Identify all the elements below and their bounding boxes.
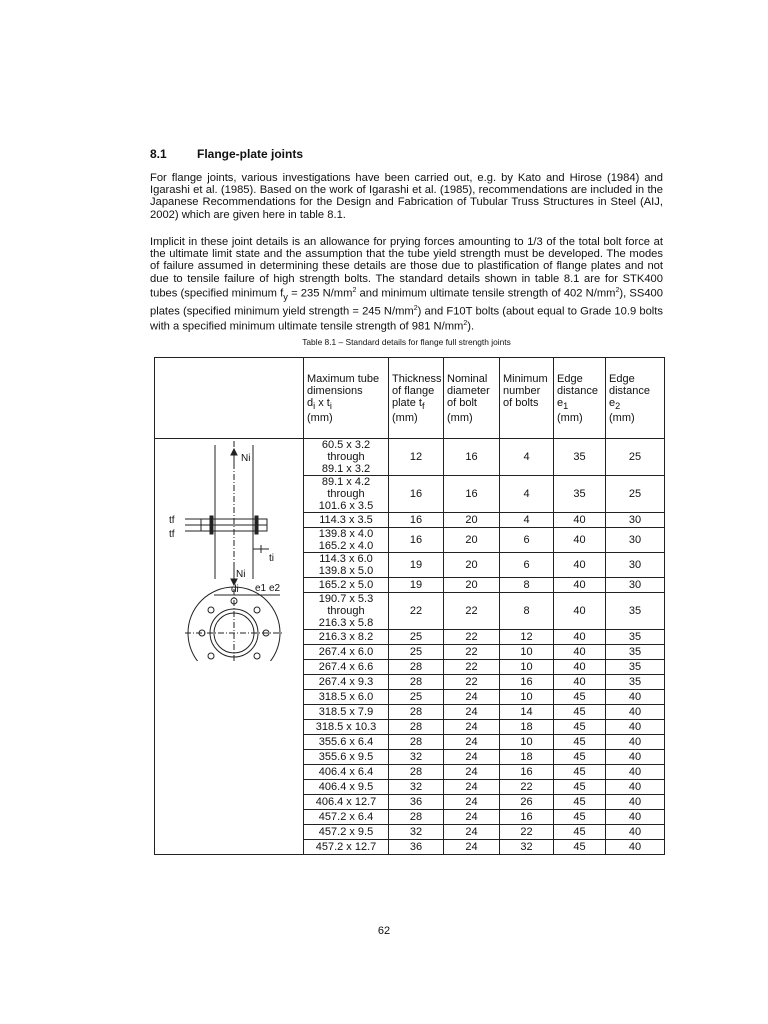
- cell-e1: 35: [554, 476, 606, 513]
- table-caption: Table 8.1 – Standard details for flange full strength joints: [302, 337, 511, 347]
- cell-n: 18: [500, 720, 554, 735]
- label-e2: e2: [269, 583, 281, 595]
- cell-bolt: 24: [444, 720, 500, 735]
- cell-e1: 45: [554, 690, 606, 705]
- page-number: 62: [377, 925, 391, 937]
- cell-tf: 28: [389, 765, 444, 780]
- cell-dimensions: [304, 810, 389, 825]
- cell-e1: 45: [554, 780, 606, 795]
- p2-sup-3: 2: [413, 304, 418, 312]
- cell-tf: 28: [389, 735, 444, 750]
- dimension-line: 457.2 x 9.5: [318, 826, 374, 839]
- figure-cell: [155, 439, 304, 855]
- cell-e2: 40: [606, 810, 665, 825]
- cell-e1: 45: [554, 795, 606, 810]
- cell-dimensions: [304, 675, 389, 690]
- header-col-6: [606, 358, 665, 439]
- cell-bolt: 22: [444, 645, 500, 660]
- cell-e1: 40: [554, 528, 606, 553]
- header-line-3-sub: 2: [615, 401, 621, 412]
- cell-bolt: 24: [444, 810, 500, 825]
- header-line-2: distance: [557, 385, 598, 397]
- section-heading: [150, 147, 303, 161]
- cell-e2: 30: [606, 528, 665, 553]
- dimension-line: through: [327, 488, 365, 501]
- header-line-1: Nominal: [447, 373, 488, 385]
- label-di: di: [231, 584, 239, 596]
- cell-e1: 45: [554, 750, 606, 765]
- cell-tf: 12: [389, 439, 444, 476]
- dimension-line: 89.1 x 4.2: [321, 476, 371, 489]
- cell-n: 32: [500, 840, 554, 855]
- cell-e1: 45: [554, 735, 606, 750]
- cell-e1: 35: [554, 439, 606, 476]
- cell-bolt: 24: [444, 705, 500, 720]
- p2-sup-2: 2: [615, 286, 620, 294]
- p2-text-b: = 235 N/mm: [287, 287, 353, 300]
- cell-n: 10: [500, 645, 554, 660]
- cell-bolt: 22: [444, 660, 500, 675]
- cell-dimensions: [304, 553, 389, 578]
- header-line-3-sub: 1: [563, 401, 569, 412]
- cell-e1: 45: [554, 720, 606, 735]
- cell-tf: 36: [389, 795, 444, 810]
- cell-tf: 36: [389, 840, 444, 855]
- cell-n: 14: [500, 705, 554, 720]
- label-tf-2: tf: [169, 529, 175, 541]
- header-line-1: Maximum tube: [307, 373, 380, 385]
- cell-tf: 22: [389, 593, 444, 630]
- cell-dimensions: [304, 660, 389, 675]
- dimension-line: 318.5 x 10.3: [315, 721, 377, 734]
- dimension-line: through: [327, 451, 365, 464]
- cell-bolt: 20: [444, 553, 500, 578]
- dimension-line: 190.7 x 5.3: [318, 593, 374, 606]
- cell-n: 10: [500, 735, 554, 750]
- cell-e2: 30: [606, 513, 665, 528]
- section-title: Flange-plate joints: [197, 147, 304, 161]
- cell-n: 8: [500, 578, 554, 593]
- dimension-line: 406.4 x 12.7: [315, 796, 377, 809]
- cell-e2: 40: [606, 825, 665, 840]
- cell-n: 4: [500, 439, 554, 476]
- cell-e2: 40: [606, 840, 665, 855]
- cell-tf: 28: [389, 660, 444, 675]
- cell-e2: 35: [606, 645, 665, 660]
- header-line-3: d: [307, 397, 314, 409]
- header-line-3b: x t: [315, 397, 330, 409]
- cell-e2: 40: [606, 795, 665, 810]
- cell-bolt: 22: [444, 630, 500, 645]
- header-line-3-sub: i: [313, 401, 316, 412]
- dimension-line: 165.2 x 4.0: [318, 540, 374, 553]
- p2-sub-y: y: [283, 291, 288, 302]
- cell-n: 16: [500, 765, 554, 780]
- dimension-line: 267.4 x 6.0: [318, 646, 374, 659]
- cell-bolt: 20: [444, 513, 500, 528]
- label-ni-top: Ni: [241, 453, 251, 465]
- label-tf-1: tf: [169, 515, 175, 527]
- cell-dimensions: [304, 825, 389, 840]
- cell-dimensions: [304, 630, 389, 645]
- cell-tf: 28: [389, 675, 444, 690]
- cell-dimensions: [304, 840, 389, 855]
- cell-e2: 35: [606, 630, 665, 645]
- header-line-1: Edge: [609, 373, 635, 385]
- cell-e2: 30: [606, 578, 665, 593]
- cell-n: 16: [500, 675, 554, 690]
- paragraph-intro: For flange joints, various investigations have been carried out, e.g. by Kato and Hirose (1984) and Igarashi et al. (1985). Based on the work of Igarashi et al. (1985), recommendations are included in the Japanese Recommendations for the Design and Fabrication of Tubular Truss Structures in Steel (AIJ, 2002) which are given here in table 8.1.: [150, 172, 663, 221]
- dimension-line: 406.4 x 6.4: [318, 766, 374, 779]
- cell-tf: 32: [389, 780, 444, 795]
- cell-bolt: 24: [444, 795, 500, 810]
- dimension-line: 139.8 x 5.0: [318, 565, 374, 578]
- cell-bolt: 20: [444, 578, 500, 593]
- cell-dimensions: [304, 578, 389, 593]
- cell-bolt: 24: [444, 825, 500, 840]
- header-line-2: dimensions: [307, 385, 363, 397]
- header-line-3: plate t: [392, 397, 422, 409]
- cell-e2: 35: [606, 660, 665, 675]
- cell-bolt: 24: [444, 765, 500, 780]
- header-line-1: Edge: [557, 373, 583, 385]
- header-col-5: [554, 358, 606, 439]
- cell-tf: 32: [389, 750, 444, 765]
- cell-dimensions: [304, 690, 389, 705]
- cell-dimensions: [304, 735, 389, 750]
- cell-e2: 40: [606, 690, 665, 705]
- dimension-line: 355.6 x 6.4: [318, 736, 374, 749]
- header-line-4: (mm): [392, 412, 418, 425]
- cell-e2: 40: [606, 735, 665, 750]
- dimension-line: 216.3 x 5.8: [318, 617, 374, 630]
- table-row: [155, 439, 665, 476]
- paragraph-details: [150, 236, 663, 333]
- cell-n: 4: [500, 476, 554, 513]
- cell-bolt: 16: [444, 439, 500, 476]
- header-col-1: [304, 358, 389, 439]
- cell-e2: 40: [606, 765, 665, 780]
- cell-e2: 40: [606, 750, 665, 765]
- cell-e1: 40: [554, 578, 606, 593]
- cell-n: 16: [500, 810, 554, 825]
- dimension-line: 355.6 x 9.5: [318, 751, 374, 764]
- dimension-line: 457.2 x 12.7: [315, 841, 377, 854]
- dimension-line: 114.3 x 6.0: [319, 553, 373, 566]
- cell-e1: 45: [554, 825, 606, 840]
- cell-n: 10: [500, 690, 554, 705]
- p2-text-f: ).: [467, 320, 475, 333]
- dimension-line: 318.5 x 6.0: [318, 691, 374, 704]
- p2-text-c: and minimum ultimate tensile strength of 402 N/mm: [356, 287, 616, 300]
- dimension-line: 267.4 x 6.6: [318, 661, 374, 674]
- cell-n: 6: [500, 553, 554, 578]
- cell-bolt: 24: [444, 840, 500, 855]
- cell-dimensions: [304, 593, 389, 630]
- dimension-line: 60.5 x 3.2: [321, 439, 371, 452]
- cell-tf: 16: [389, 476, 444, 513]
- cell-bolt: 24: [444, 690, 500, 705]
- header-line-3-sub: f: [421, 401, 425, 412]
- cell-e1: 40: [554, 645, 606, 660]
- dimension-line: 318.5 x 7.9: [318, 706, 374, 719]
- cell-tf: 28: [389, 705, 444, 720]
- flange-table: [154, 357, 665, 855]
- header-line-3: of bolts: [503, 397, 539, 409]
- cell-e2: 25: [606, 476, 665, 513]
- cell-n: 8: [500, 593, 554, 630]
- cell-e1: 45: [554, 705, 606, 720]
- cell-n: 22: [500, 780, 554, 795]
- cell-tf: 16: [389, 528, 444, 553]
- cell-dimensions: [304, 476, 389, 513]
- header-line-3: of bolt: [447, 397, 477, 409]
- label-ti: ti: [269, 553, 274, 565]
- cell-dimensions: [304, 750, 389, 765]
- cell-tf: 25: [389, 630, 444, 645]
- header-line-3: e: [609, 397, 616, 409]
- dimension-line: 457.2 x 6.4: [318, 811, 374, 824]
- header-line-2: diameter: [447, 385, 490, 397]
- cell-e1: 45: [554, 765, 606, 780]
- cell-dimensions: [304, 513, 389, 528]
- cell-tf: 28: [389, 720, 444, 735]
- cell-dimensions: [304, 765, 389, 780]
- cell-dimensions: [304, 720, 389, 735]
- cell-bolt: 22: [444, 675, 500, 690]
- dimension-line: 89.1 x 3.2: [321, 463, 371, 476]
- header-line-2: distance: [609, 385, 650, 397]
- p2-text-a: Implicit in these joint details is an allowance for prying forces amounting to 1/3 of the total bolt force at the ultimate limit state and the assumption that the tube yield strength must be developed. The modes of failure assumed in determining these details are those due to plastification of flange plates and not due to tensile failure of high strength bolts. The standard details shown in table 8.1 are for STK400 tubes (specified minimum f: [150, 236, 663, 300]
- cell-e2: 40: [606, 720, 665, 735]
- dimension-line: 101.6 x 3.5: [318, 500, 374, 513]
- cell-tf: 25: [389, 690, 444, 705]
- cell-bolt: 22: [444, 593, 500, 630]
- p2-sup-1: 2: [352, 286, 357, 294]
- cell-e1: 40: [554, 513, 606, 528]
- header-line-2: of flange: [392, 385, 435, 397]
- cell-dimensions: [304, 439, 389, 476]
- cell-n: 22: [500, 825, 554, 840]
- cell-e2: 40: [606, 705, 665, 720]
- header-col-3: [444, 358, 500, 439]
- header-line-4: (mm): [609, 412, 635, 425]
- cell-e1: 45: [554, 810, 606, 825]
- dimension-line: 165.2 x 5.0: [318, 579, 374, 592]
- cell-e1: 40: [554, 593, 606, 630]
- cell-e1: 40: [554, 630, 606, 645]
- header-blank: [155, 358, 304, 439]
- cell-bolt: 24: [444, 780, 500, 795]
- table-body: [155, 439, 665, 855]
- cell-bolt: 16: [444, 476, 500, 513]
- cell-tf: 19: [389, 578, 444, 593]
- label-e1: e1: [255, 583, 267, 595]
- table-header-row: [155, 358, 665, 439]
- header-line-4: (mm): [307, 412, 333, 425]
- dimension-line: 216.3 x 8.2: [318, 631, 374, 644]
- cell-bolt: 24: [444, 750, 500, 765]
- dimension-line: 406.4 x 9.5: [318, 781, 374, 794]
- cell-tf: 32: [389, 825, 444, 840]
- header-col-2: [389, 358, 444, 439]
- p2-sup-4: 2: [463, 319, 468, 327]
- header-line-2: number: [503, 385, 541, 397]
- cell-e2: 35: [606, 593, 665, 630]
- cell-bolt: 20: [444, 528, 500, 553]
- cell-dimensions: [304, 705, 389, 720]
- p2-text-e: ) and F10T bolts (about equal to Grade 10.9 bolts with a specified minimum ultimate tensile strength of 981 N/mm: [150, 305, 663, 333]
- flange-joint-figure: [155, 439, 300, 661]
- header-line-3-sub2: i: [329, 401, 332, 412]
- header-line-1: Thickness: [392, 373, 442, 385]
- cell-dimensions: [304, 795, 389, 810]
- header-line-3: e: [557, 397, 564, 409]
- cell-dimensions: [304, 645, 389, 660]
- header-line-4: (mm): [557, 412, 583, 425]
- header-line-1: Minimum: [503, 373, 548, 385]
- cell-e2: 25: [606, 439, 665, 476]
- section-number: 8.1: [150, 147, 167, 161]
- cell-n: 4: [500, 513, 554, 528]
- cell-tf: 19: [389, 553, 444, 578]
- cell-bolt: 24: [444, 735, 500, 750]
- cell-tf: 25: [389, 645, 444, 660]
- header-line-4: (mm): [447, 412, 473, 425]
- dimension-line: 139.8 x 4.0: [318, 528, 374, 541]
- dimension-line: through: [327, 605, 365, 618]
- cell-n: 26: [500, 795, 554, 810]
- label-ni-bottom: Ni: [236, 569, 246, 581]
- cell-n: 6: [500, 528, 554, 553]
- cell-dimensions: [304, 528, 389, 553]
- cell-n: 10: [500, 660, 554, 675]
- cell-e1: 40: [554, 675, 606, 690]
- cell-n: 18: [500, 750, 554, 765]
- cell-e2: 40: [606, 780, 665, 795]
- p2-text-d: ), SS400 plates (specified minimum yield strength = 245 N/mm: [150, 287, 663, 318]
- cell-tf: 28: [389, 810, 444, 825]
- cell-e2: 30: [606, 553, 665, 578]
- cell-e1: 40: [554, 553, 606, 578]
- cell-dimensions: [304, 780, 389, 795]
- cell-e1: 40: [554, 660, 606, 675]
- dimension-line: 267.4 x 9.3: [318, 676, 374, 689]
- cell-tf: 16: [389, 513, 444, 528]
- header-col-4: [500, 358, 554, 439]
- dimension-line: 114.3 x 3.5: [319, 514, 373, 527]
- cell-n: 12: [500, 630, 554, 645]
- cell-e1: 45: [554, 840, 606, 855]
- cell-e2: 35: [606, 675, 665, 690]
